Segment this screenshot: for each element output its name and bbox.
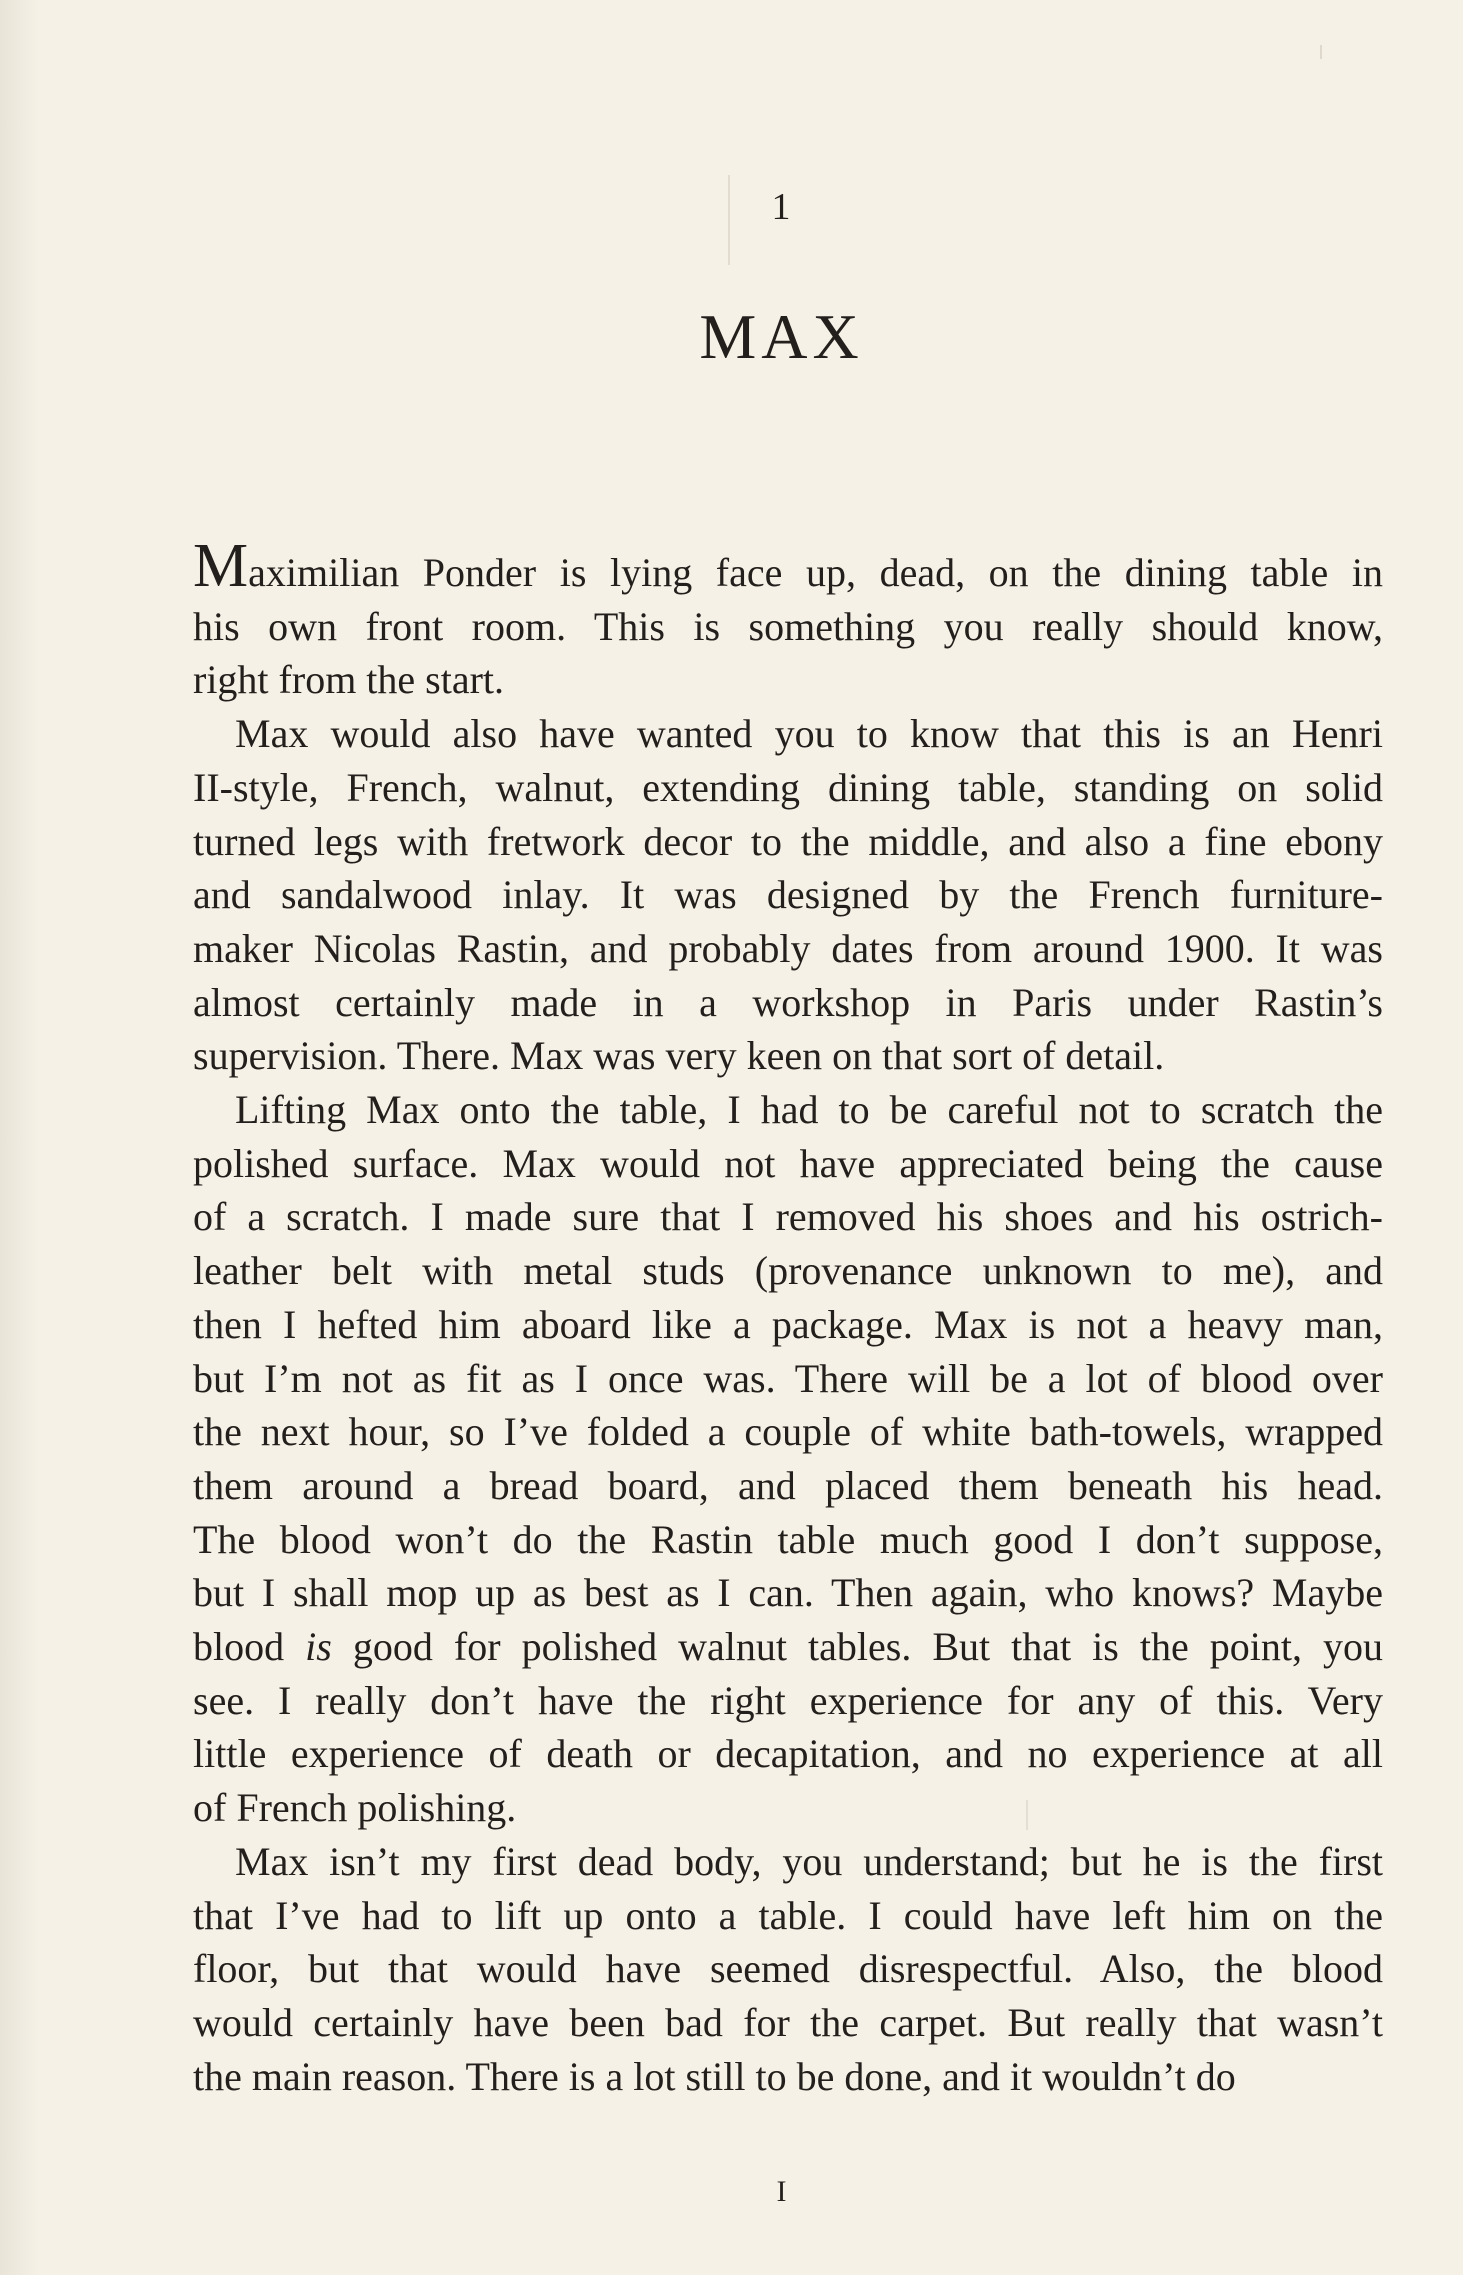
text-line: [193, 1083, 1383, 1137]
line-text: aximilian Ponder is lying face up, dead, on the dining table in: [248, 550, 1383, 595]
line-text: leather belt with metal studs (provenance unknown to me), and: [193, 1248, 1383, 1294]
line-text: his own front room. This is something you really should know,: [193, 603, 1383, 649]
text-line: [193, 1190, 1383, 1244]
text-line: [193, 868, 1383, 922]
text-line: [193, 1244, 1383, 1298]
line-text: and sandalwood inlay. It was designed by the French furniture-: [193, 872, 1383, 918]
text-line: [193, 1029, 1383, 1083]
paragraph: [193, 532, 1383, 707]
line-text: the main reason. There is a lot still to be done, and it wouldn’t do: [193, 2053, 1236, 2099]
line-text: see. I really don’t have the right experience for any of this. Very: [193, 1677, 1383, 1723]
text-line: [193, 1566, 1383, 1620]
text-line: [193, 532, 1383, 600]
text-line: [193, 653, 1383, 707]
line-text: the next hour, so I’ve folded a couple of white bath-towels, wrapped: [193, 1409, 1383, 1455]
text-line: [193, 1727, 1383, 1781]
line-text: Max would also have wanted you to know that this is an Henri: [235, 711, 1383, 757]
line-text: floor, but that would have seemed disrespectful. Also, the blood: [193, 1946, 1383, 1992]
line-text: of a scratch. I made sure that I removed his shoes and his ostrich-: [193, 1194, 1383, 1240]
line-text: but I shall mop up as best as I can. Then again, who knows? Maybe: [193, 1570, 1383, 1616]
line-text: almost certainly made in a workshop in Paris under Rastin’s: [193, 979, 1383, 1025]
paragraph: [193, 1835, 1383, 2104]
line-text: of French polishing.: [193, 1785, 517, 1831]
paragraph: [193, 707, 1383, 1083]
line-text: right from the start.: [193, 657, 505, 703]
emphasis-word: is: [305, 1624, 332, 1670]
line-text: The blood won’t do the Rastin table much good I don’t suppose,: [193, 1516, 1383, 1562]
line-text: blood: [193, 1624, 285, 1670]
line-text: maker Nicolas Rastin, and probably dates from around 1900. It was: [193, 925, 1383, 971]
line-text: little experience of death or decapitation, and no experience at all: [193, 1731, 1383, 1777]
line-text: supervision. There. Max was very keen on that sort of detail.: [193, 1033, 1165, 1079]
text-line: [193, 1781, 1383, 1835]
line-text: but I’m not as fit as I once was. There will be a lot of blood over: [193, 1355, 1383, 1401]
paper-speck: [1320, 45, 1322, 59]
text-line: [193, 761, 1383, 815]
text-line: [193, 1835, 1383, 1889]
chapter-title: MAX: [699, 301, 864, 372]
line-text: good for polished walnut tables. But that is the point, you: [352, 1624, 1384, 1670]
line-text: then I hefted him aboard like a package. Max is not a heavy man,: [193, 1301, 1383, 1347]
text-line: [193, 1674, 1383, 1728]
text-line: [193, 2050, 1383, 2104]
text-line: [193, 1405, 1383, 1459]
line-text: would certainly have been bad for the carpet. But really that wasn’t: [193, 1999, 1383, 2045]
chapter-body: [193, 532, 1384, 2103]
text-line: [193, 600, 1383, 654]
line-text: Lifting Max onto the table, I had to be careful not to scratch the: [235, 1087, 1383, 1133]
text-line: [193, 1889, 1383, 1943]
text-line: [193, 1996, 1383, 2050]
text-line: [193, 1459, 1383, 1513]
line-text: turned legs with fretwork decor to the middle, and also a fine ebony: [193, 818, 1383, 864]
line-text: that I’ve had to lift up onto a table. I could have left him on the: [193, 1892, 1383, 1938]
line-text: polished surface. Max would not have appreciated being the cause: [193, 1140, 1383, 1186]
text-line: [193, 976, 1383, 1030]
line-text: Max isn’t my first dead body, you understand; but he is the first: [235, 1838, 1383, 1884]
text-line: [193, 1513, 1383, 1567]
line-text: them around a bread board, and placed them beneath his head.: [193, 1462, 1383, 1508]
text-line: [193, 1942, 1383, 1996]
drop-cap: M: [193, 532, 249, 600]
text-line: [193, 1298, 1383, 1352]
text-line: [193, 1620, 1383, 1674]
paragraph: [193, 1083, 1383, 1835]
chapter-number: 1: [771, 186, 792, 228]
text-line: [193, 922, 1383, 976]
page-number: I: [776, 2175, 787, 2208]
text-line: [193, 707, 1383, 761]
text-line: [193, 815, 1383, 869]
line-text: II-style, French, walnut, extending dining table, standing on solid: [193, 764, 1383, 810]
text-line: [193, 1352, 1383, 1406]
text-line: [193, 1137, 1383, 1191]
